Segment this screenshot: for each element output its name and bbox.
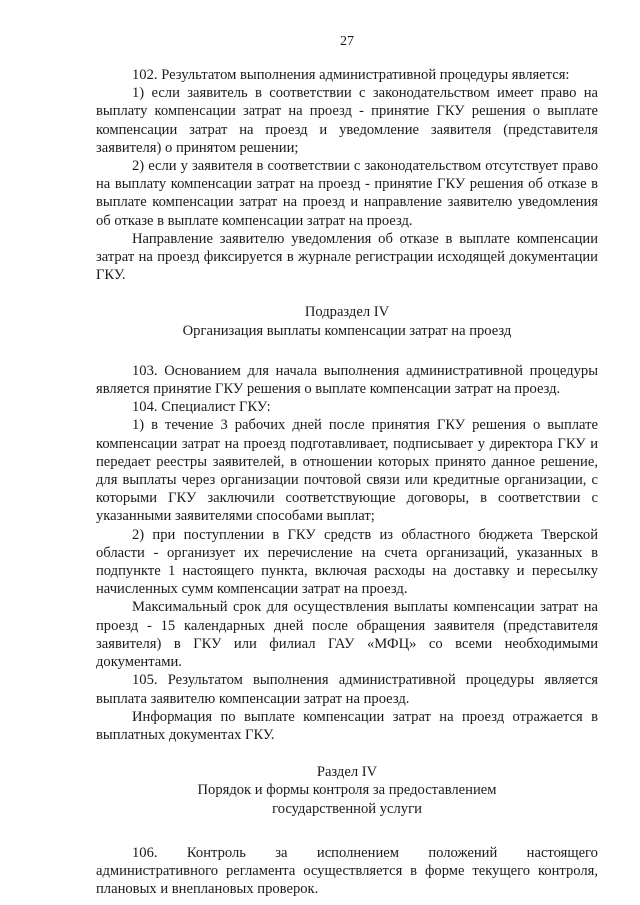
paragraph-106 (96, 844, 598, 899)
spacer (96, 818, 598, 844)
paragraph-105-info: Информация по выплате компенсации затрат на проезд отражается в выплатных документах ГКУ. (96, 708, 598, 743)
paragraph-102-item-2: 2) если у заявителя в соответствии с законодательством отсутствует право на выплату компенсации затрат на проезд - принятие ГКУ решения об отказе в выплате компенсации затрат на проезд и направление заявителю уведомления об отказе в выплате компенсации затрат на проезд. (96, 158, 598, 229)
word: 106. (132, 844, 158, 861)
paragraph-106-rest: административного регламента осуществляется в форме текущего контроля, плановых и внеплановых проверок. (96, 862, 598, 898)
section-number: Раздел IV (316, 764, 378, 781)
paragraph-104-deadline: Максимальный срок для осуществления выплаты компенсации затрат на проезд - 15 календарных дней после обращения заявителя (представителя заявителя) в ГКУ или филиал ГАУ «МФЦ» со всеми необходимыми документами. (96, 599, 598, 671)
page-number: 27 (340, 34, 354, 49)
paragraph-104-item-2: 2) при поступлении в ГКУ средств из областного бюджета Тверской области - организует их перечисление на счета организаций, указанных в подпункте 1 настоящего пункта, включая расходы на доставку и пересылку начисленных сумм компенсации затрат на проезд. (96, 526, 598, 598)
paragraph-102: 102. Результатом выполнения административной процедуры является: (132, 67, 570, 83)
spacer (96, 340, 598, 362)
word: Контроль (186, 844, 246, 861)
word: за (275, 844, 288, 861)
section-title-line-1: Порядок и формы контроля за предоставлением (197, 782, 497, 799)
word: положений (428, 844, 498, 861)
paragraph-104: 104. Специалист ГКУ: (132, 399, 271, 416)
paragraph-105: 105. Результатом выполнения административной процедуры является выплата заявителю компенсации затрат на проезд. (96, 672, 598, 707)
word: настоящего (526, 844, 598, 861)
paragraph-106-first-line (96, 844, 598, 862)
spacer (96, 284, 598, 303)
section-title-line-2: государственной услуги (272, 800, 422, 817)
paragraph-104-item-1: 1) в течение 3 рабочих дней после принятия ГКУ решения о выплате компенсации затрат на проезд подготавливает, подписывает у директора ГКУ и передает реестры заявителей, в отношении которых принято данное решение, для выплаты через организации почтовой связи или кредитные организации, с которыми ГКУ заключили соответствующие договоры, в соответствии с указанными заявителями способами выплат; (96, 417, 598, 525)
paragraph-102-item-1: 1) если заявитель в соответствии с законодательством имеет право на выплату компенсации затрат на проезд - принятие ГКУ решения о выплате компенсации затрат на проезд и уведомление заявителя (представителя заявителя) о принятом решении; (96, 85, 598, 156)
subsection-title: Организация выплаты компенсации затрат на проезд (182, 322, 512, 339)
subsection-number: Подраздел IV (304, 304, 390, 321)
word: исполнением (316, 844, 399, 861)
document-body (96, 66, 598, 898)
spacer (96, 744, 598, 763)
paragraph-103: 103. Основанием для начала выполнения административной процедуры является принятие ГКУ решения о выплате компенсации затрат на проезд. (96, 362, 598, 398)
paragraph-102-notice: Направление заявителю уведомления об отказе в выплате компенсации затрат на проезд фиксируется в журнале регистрации исходящей документации ГКУ. (96, 230, 598, 284)
